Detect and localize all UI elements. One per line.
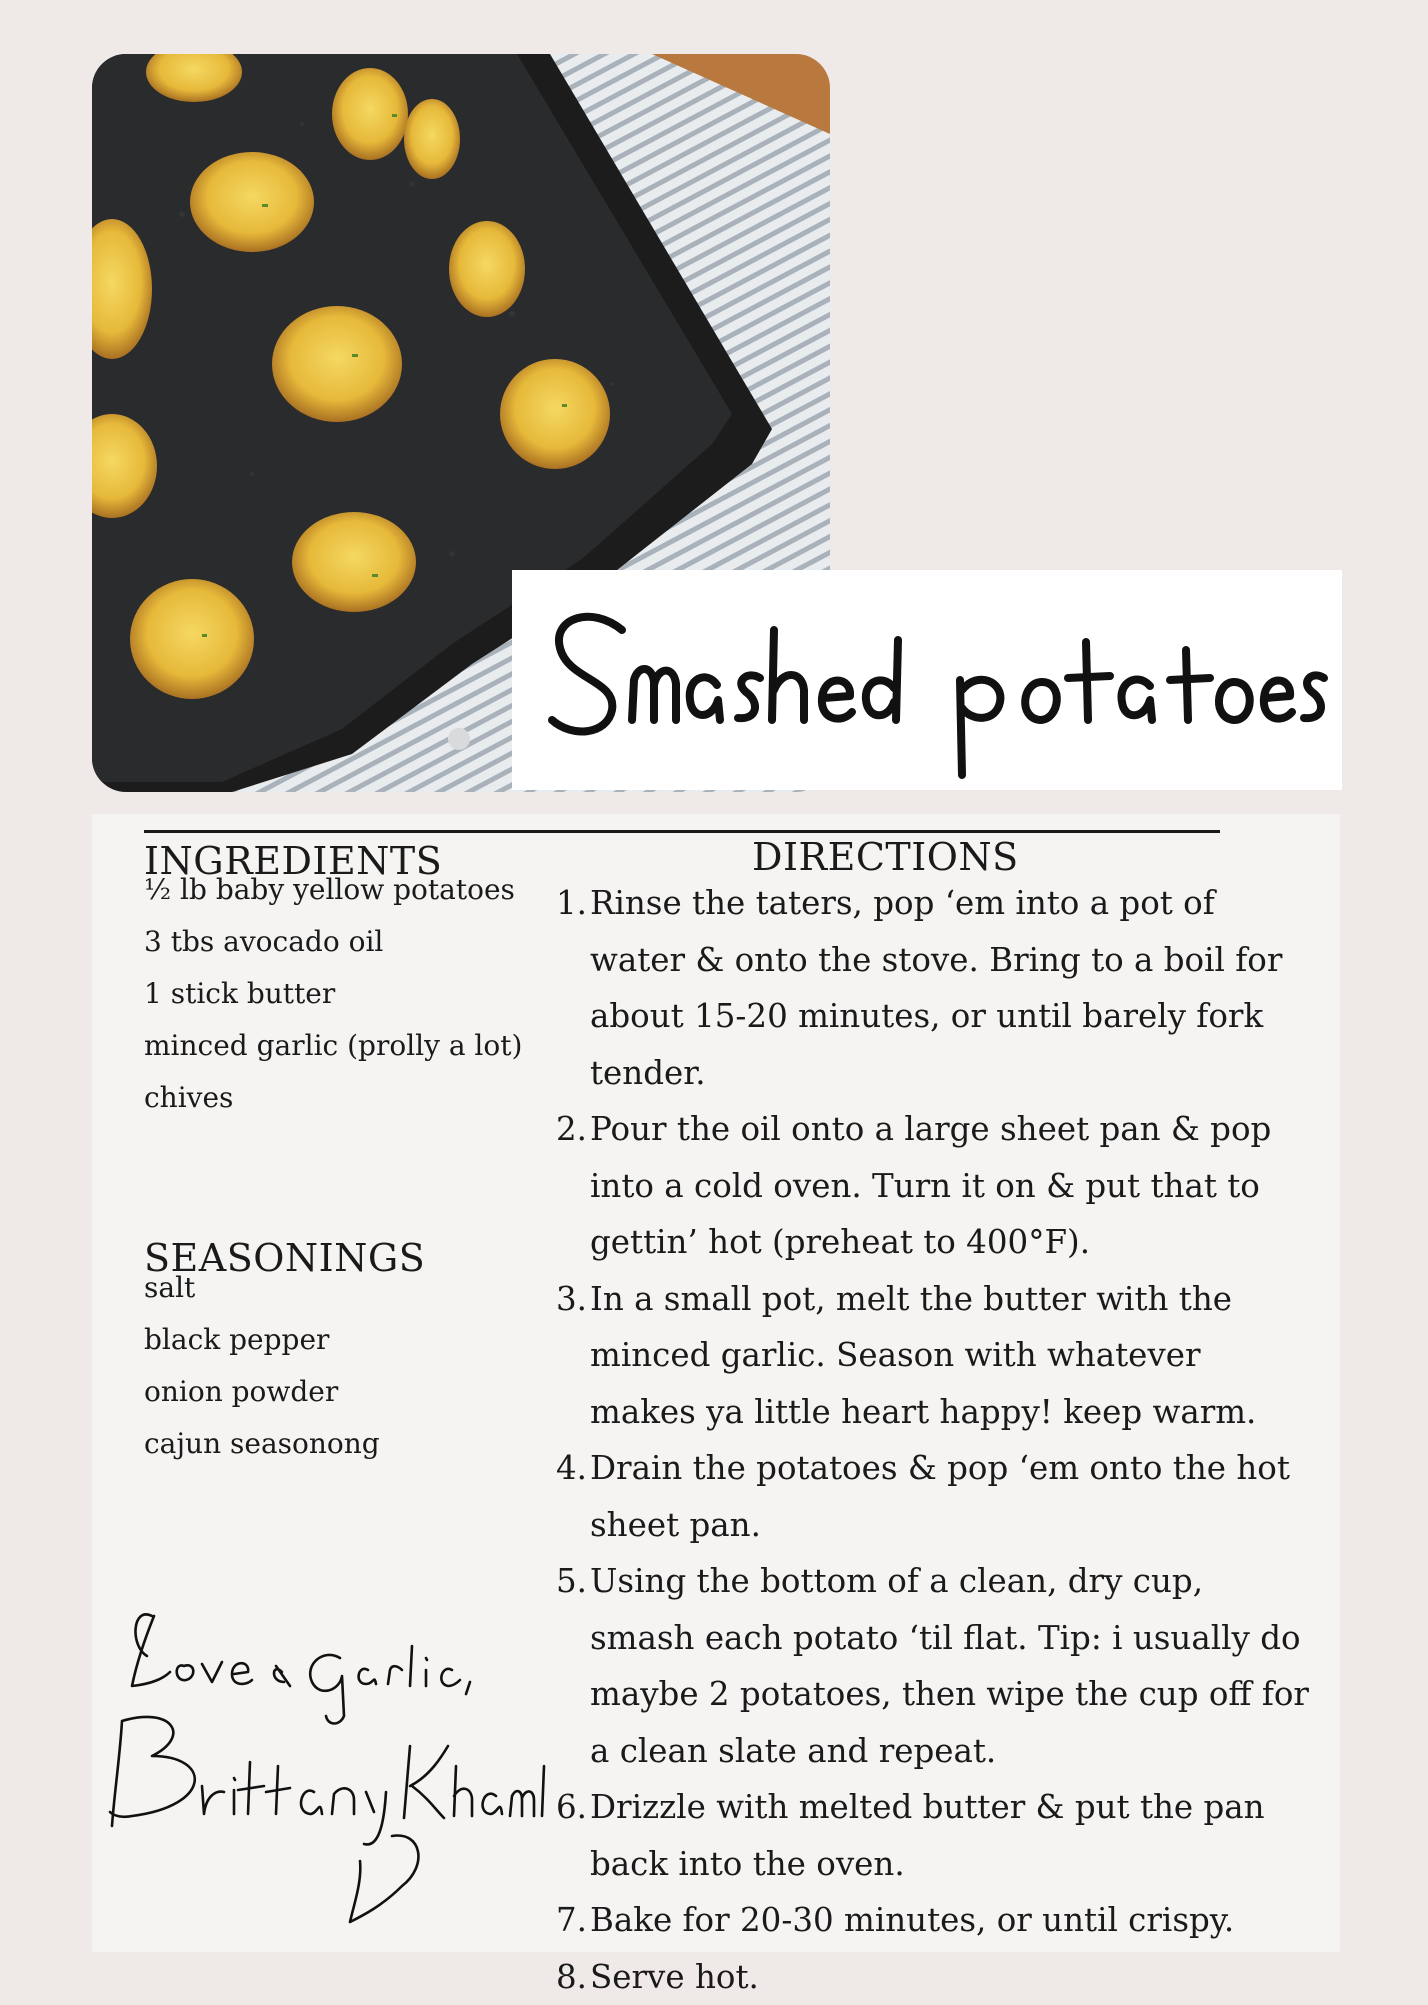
direction-step — [542, 1949, 1312, 2005]
ingredients-list — [144, 864, 522, 1124]
list-item: chives — [144, 1072, 522, 1124]
list-item: 1 stick butter — [144, 968, 522, 1020]
step-text: Rinse the taters, pop ‘em into a pot of water & onto the stove. Bring to a boil for about 15-20 minutes, or until barely fork tender. — [590, 875, 1312, 1101]
list-item: 3 tbs avocado oil — [144, 916, 522, 968]
step-number: 5. — [542, 1553, 590, 1779]
step-text: Bake for 20-30 minutes, or until crispy. — [590, 1892, 1312, 1949]
direction-step — [542, 1892, 1312, 1949]
direction-step — [542, 875, 1312, 1101]
list-item: onion powder — [144, 1366, 380, 1418]
divider-rule — [144, 830, 1220, 833]
direction-step — [542, 1779, 1312, 1892]
title-box — [512, 570, 1342, 790]
seasonings-list — [144, 1262, 380, 1470]
list-item: minced garlic (prolly a lot) — [144, 1020, 522, 1072]
step-number: 8. — [542, 1949, 590, 2005]
step-number: 7. — [542, 1892, 590, 1949]
step-number: 1. — [542, 875, 590, 1101]
direction-step — [542, 1101, 1312, 1271]
directions-heading: DIRECTIONS — [752, 838, 1019, 876]
ingredients-heading: INGREDIENTS — [144, 842, 442, 880]
step-number: 2. — [542, 1101, 590, 1271]
seasonings-heading: SEASONINGS — [144, 1239, 425, 1277]
step-number: 3. — [542, 1271, 590, 1441]
list-item: ½ lb baby yellow potatoes — [144, 864, 522, 916]
directions-list — [542, 875, 1312, 2005]
recipe-card — [92, 814, 1340, 1952]
list-item: cajun seasonong — [144, 1418, 380, 1470]
direction-step — [542, 1271, 1312, 1441]
step-text: Drizzle with melted butter & put the pan back into the oven. — [590, 1779, 1312, 1892]
direction-step — [542, 1553, 1312, 1779]
handwritten-signature — [92, 1586, 552, 1946]
list-item: salt — [144, 1262, 380, 1314]
step-text: Serve hot. — [590, 1949, 1312, 2005]
step-text: Drain the potatoes & pop ‘em onto the hot sheet pan. — [590, 1440, 1312, 1553]
step-number: 4. — [542, 1440, 590, 1553]
step-text: Using the bottom of a clean, dry cup, smash each potato ‘til flat. Tip: i usually do maybe 2 potatoes, then wipe the cup off for a clean slate and repeat. — [590, 1553, 1312, 1779]
signature-drawing — [92, 1586, 552, 1946]
step-number: 6. — [542, 1779, 590, 1892]
recipe-title-lettering — [512, 570, 1342, 790]
step-text: In a small pot, melt the butter with the minced garlic. Season with whatever makes ya little heart happy! keep warm. — [590, 1271, 1312, 1441]
direction-step — [542, 1440, 1312, 1553]
list-item: black pepper — [144, 1314, 380, 1366]
step-text: Pour the oil onto a large sheet pan & pop into a cold oven. Turn it on & put that to gettin’ hot (preheat to 400°F). — [590, 1101, 1312, 1271]
